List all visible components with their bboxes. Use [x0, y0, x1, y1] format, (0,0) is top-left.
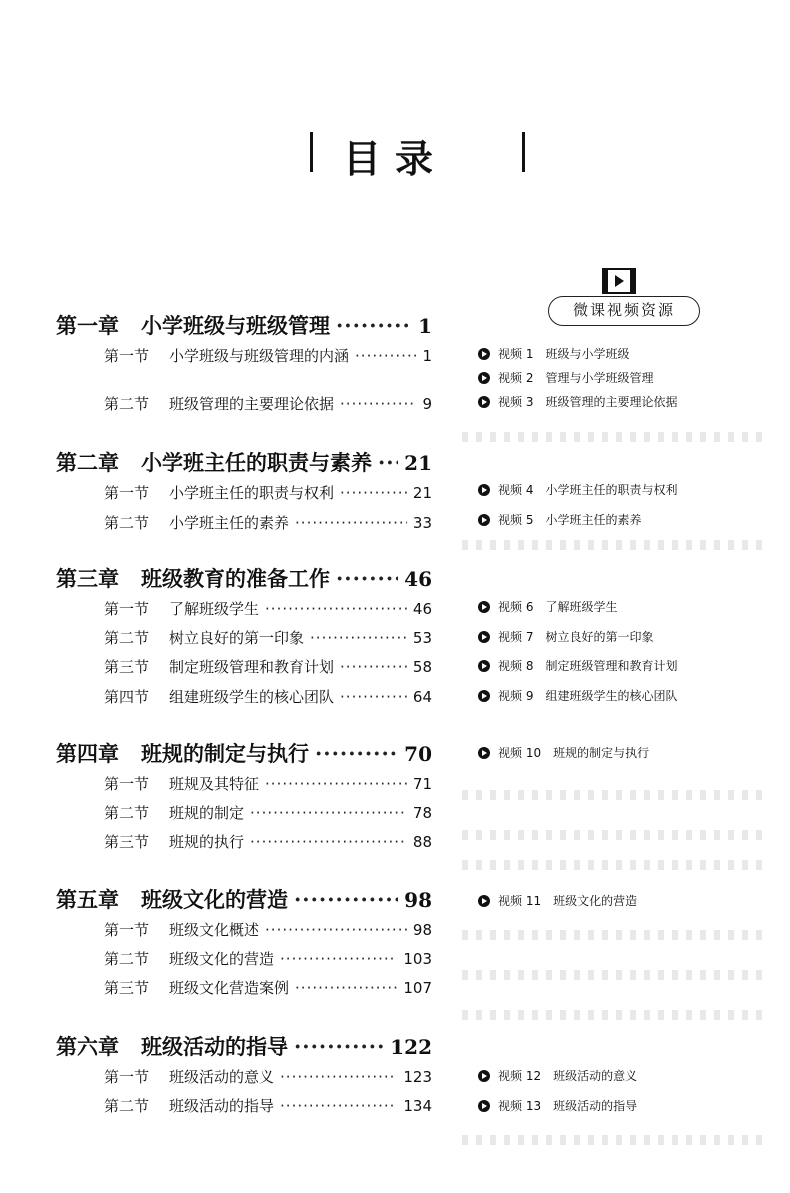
- bleed-through: [462, 1135, 762, 1145]
- section-4-3[interactable]: [104, 831, 432, 852]
- video-title: 班级活动的意义: [553, 1069, 638, 1083]
- leader-dots: [294, 887, 398, 912]
- video-link-5[interactable]: [478, 511, 641, 528]
- leader-dots: [340, 395, 416, 413]
- bleed-through: [462, 860, 762, 870]
- leader-dots: [280, 950, 397, 968]
- section-page: 33: [412, 514, 432, 532]
- video-number: 视频 1: [498, 347, 534, 361]
- film-play-icon: [602, 268, 636, 294]
- video-link-6[interactable]: [478, 598, 617, 615]
- section-4-2[interactable]: [104, 802, 432, 823]
- chapter-title: 班级文化的营造: [141, 887, 288, 912]
- section-page: 64: [412, 688, 432, 706]
- section-2-2[interactable]: [104, 512, 432, 533]
- section-title: 了解班级学生: [169, 600, 260, 618]
- video-link-9[interactable]: [478, 687, 677, 704]
- video-title: 了解班级学生: [545, 600, 618, 614]
- section-6-1[interactable]: [104, 1066, 432, 1087]
- leader-dots: [336, 566, 398, 591]
- video-number: 视频 3: [498, 395, 534, 409]
- chapter-number: 第一章: [56, 313, 119, 338]
- chapter-number: 第四章: [56, 741, 119, 766]
- chapter-number: 第三章: [56, 566, 119, 591]
- section-page: 98: [412, 921, 432, 939]
- section-title: 班级文化营造案例: [169, 979, 290, 997]
- leader-dots: [280, 1068, 397, 1086]
- chapter-number: 第二章: [56, 450, 119, 475]
- chapter-6[interactable]: [56, 1031, 432, 1061]
- section-title: 班级管理的主要理论依据: [169, 395, 335, 413]
- section-page: 78: [412, 804, 432, 822]
- leader-dots: [294, 1034, 384, 1059]
- chapter-page: 1: [418, 314, 432, 338]
- section-page: 21: [412, 484, 432, 502]
- section-page: 53: [412, 629, 432, 647]
- section-5-3[interactable]: [104, 977, 432, 998]
- section-page: 9: [422, 395, 432, 413]
- section-number: 第二节: [104, 950, 150, 968]
- chapter-page: 98: [404, 888, 432, 912]
- section-title: 班级活动的指导: [169, 1097, 275, 1115]
- chapter-1[interactable]: [56, 310, 432, 340]
- section-number: 第三节: [104, 979, 150, 997]
- section-number: 第三节: [104, 658, 150, 676]
- section-page: 88: [412, 833, 432, 851]
- video-title: 小学班主任的职责与权利: [545, 483, 678, 497]
- video-number: 视频 10: [498, 746, 542, 760]
- chapter-5[interactable]: [56, 884, 432, 914]
- section-number: 第三节: [104, 833, 150, 851]
- play-icon: [478, 1070, 490, 1082]
- section-number: 第二节: [104, 514, 150, 532]
- section-number: 第二节: [104, 395, 150, 413]
- play-icon: [478, 396, 490, 408]
- play-icon: [478, 484, 490, 496]
- bleed-through: [462, 1010, 762, 1020]
- section-number: 第四节: [104, 688, 150, 706]
- chapter-title: 小学班主任的职责与素养: [141, 450, 372, 475]
- leader-dots: [340, 658, 407, 676]
- play-icon: [478, 348, 490, 360]
- section-2-1[interactable]: [104, 482, 432, 503]
- section-title: 小学班主任的职责与权利: [169, 484, 335, 502]
- leader-dots: [310, 629, 407, 647]
- video-title: 班级文化的营造: [553, 894, 638, 908]
- chapter-page: 70: [404, 742, 432, 766]
- leader-dots: [315, 741, 398, 766]
- chapter-page: 46: [404, 567, 432, 591]
- video-number: 视频 13: [498, 1099, 542, 1113]
- video-resources-label: 微课视频资源: [548, 296, 700, 326]
- play-icon: [478, 1100, 490, 1112]
- leader-dots: [340, 688, 407, 706]
- video-title: 组建班级学生的核心团队: [545, 689, 678, 703]
- play-icon: [478, 631, 490, 643]
- leader-dots: [336, 313, 412, 338]
- video-link-13[interactable]: [478, 1097, 637, 1114]
- bleed-through: [462, 970, 762, 980]
- bleed-through: [462, 790, 762, 800]
- section-page: 1: [422, 347, 432, 365]
- chapter-title: 班级教育的准备工作: [141, 566, 330, 591]
- section-number: 第二节: [104, 804, 150, 822]
- bleed-through: [462, 930, 762, 940]
- bleed-through: [462, 540, 762, 550]
- video-title: 班规的制定与执行: [553, 746, 650, 760]
- section-title: 班规及其特征: [169, 775, 260, 793]
- leader-dots: [250, 804, 407, 822]
- play-icon: [478, 514, 490, 526]
- video-number: 视频 11: [498, 894, 542, 908]
- section-page: 123: [403, 1068, 432, 1086]
- video-title: 小学班主任的素养: [545, 513, 642, 527]
- leader-dots: [378, 450, 398, 475]
- section-title: 组建班级学生的核心团队: [169, 688, 335, 706]
- section-page: 71: [412, 775, 432, 793]
- section-number: 第一节: [104, 775, 150, 793]
- video-number: 视频 9: [498, 689, 534, 703]
- chapter-number: 第六章: [56, 1034, 119, 1059]
- section-number: 第二节: [104, 1097, 150, 1115]
- section-title: 树立良好的第一印象: [169, 629, 305, 647]
- video-number: 视频 2: [498, 371, 534, 385]
- video-number: 视频 6: [498, 600, 534, 614]
- video-number: 视频 8: [498, 659, 534, 673]
- video-link-11[interactable]: [478, 892, 637, 909]
- video-link-2[interactable]: [478, 369, 653, 386]
- video-link-8[interactable]: [478, 657, 677, 674]
- section-3-3[interactable]: [104, 656, 432, 677]
- section-6-2[interactable]: [104, 1095, 432, 1116]
- leader-dots: [280, 1097, 397, 1115]
- video-title: 管理与小学班级管理: [545, 371, 654, 385]
- play-icon: [478, 601, 490, 613]
- section-number: 第一节: [104, 347, 150, 365]
- page-title: 目录: [342, 136, 447, 181]
- video-link-3[interactable]: [478, 393, 677, 410]
- play-icon: [478, 690, 490, 702]
- chapter-title: 班级活动的指导: [141, 1034, 288, 1059]
- leader-dots: [295, 979, 397, 997]
- video-number: 视频 7: [498, 630, 534, 644]
- section-1-2[interactable]: [104, 393, 432, 414]
- section-title: 班级活动的意义: [169, 1068, 275, 1086]
- section-number: 第一节: [104, 484, 150, 502]
- section-title: 班规的执行: [169, 833, 245, 851]
- chapter-title: 班规的制定与执行: [141, 741, 309, 766]
- chapter-2[interactable]: [56, 447, 432, 477]
- section-3-2[interactable]: [104, 627, 432, 648]
- title-right-bar: [522, 132, 525, 172]
- section-title: 班级文化概述: [169, 921, 260, 939]
- play-icon: [478, 895, 490, 907]
- video-title: 班级管理的主要理论依据: [545, 395, 678, 409]
- section-3-1[interactable]: [104, 598, 432, 619]
- leader-dots: [265, 921, 407, 939]
- video-number: 视频 5: [498, 513, 534, 527]
- leader-dots: [355, 347, 416, 365]
- video-title: 树立良好的第一印象: [545, 630, 654, 644]
- section-page: 107: [403, 979, 432, 997]
- section-4-1[interactable]: [104, 773, 432, 794]
- leader-dots: [265, 600, 407, 618]
- section-5-2[interactable]: [104, 948, 432, 969]
- section-page: 134: [403, 1097, 432, 1115]
- section-number: 第一节: [104, 1068, 150, 1086]
- section-title: 班规的制定: [169, 804, 245, 822]
- play-icon: [478, 372, 490, 384]
- section-page: 103: [403, 950, 432, 968]
- bleed-through: [462, 830, 762, 840]
- section-number: 第二节: [104, 629, 150, 647]
- video-title: 班级活动的指导: [553, 1099, 638, 1113]
- section-title: 班级文化的营造: [169, 950, 275, 968]
- chapter-title: 小学班级与班级管理: [141, 313, 330, 338]
- video-link-4[interactable]: [478, 481, 677, 498]
- leader-dots: [340, 484, 407, 502]
- section-number: 第一节: [104, 921, 150, 939]
- section-title: 小学班主任的素养: [169, 514, 290, 532]
- play-icon: [478, 747, 490, 759]
- video-title: 制定班级管理和教育计划: [545, 659, 678, 673]
- video-link-12[interactable]: [478, 1067, 637, 1084]
- chapter-page: 122: [390, 1035, 432, 1059]
- section-5-1[interactable]: [104, 919, 432, 940]
- leader-dots: [265, 775, 407, 793]
- section-number: 第一节: [104, 600, 150, 618]
- chapter-3[interactable]: [56, 563, 432, 593]
- section-page: 58: [412, 658, 432, 676]
- section-page: 46: [412, 600, 432, 618]
- section-1-1[interactable]: [104, 345, 432, 366]
- chapter-page: 21: [404, 451, 432, 475]
- chapter-number: 第五章: [56, 887, 119, 912]
- video-link-1[interactable]: [478, 345, 629, 362]
- play-icon: [478, 660, 490, 672]
- chapter-4[interactable]: [56, 738, 432, 768]
- video-title: 班级与小学班级: [545, 347, 630, 361]
- video-number: 视频 4: [498, 483, 534, 497]
- video-number: 视频 12: [498, 1069, 542, 1083]
- leader-dots: [295, 514, 407, 532]
- section-title: 小学班级与班级管理的内涵: [169, 347, 350, 365]
- video-link-10[interactable]: [478, 744, 649, 761]
- video-link-7[interactable]: [478, 628, 653, 645]
- section-3-4[interactable]: [104, 686, 432, 707]
- bleed-through: [462, 432, 762, 442]
- section-title: 制定班级管理和教育计划: [169, 658, 335, 676]
- leader-dots: [250, 833, 407, 851]
